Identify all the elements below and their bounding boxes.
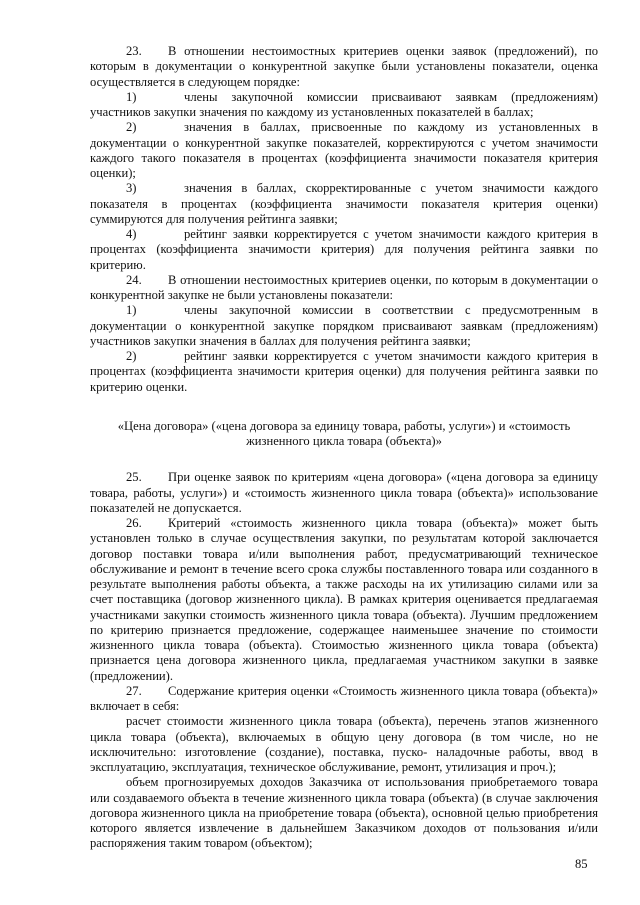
- bullet-item: объем прогнозируемых доходов Заказчика от использования приобретаемого товара или создаваемого объекта в течение жизненного цикла товара (объекта) (в случае заключения договора жизненного цикла на приобретение товара (объекта), основной целью приобретения которого является извлечение в дальнейшем Заказчиком доходов от пользования и/или распоряжения таким товаром (объектом);: [90, 775, 598, 851]
- list-item-text: члены закупочной комиссии в соответствии с предусмотренным в документации о конкурентной закупке порядком присваивают заявкам (предложениям) участников закупки значения в баллах для получения рейтинга заявки;: [90, 303, 598, 348]
- clause-number: 23.: [126, 44, 142, 58]
- paragraph-text: Содержание критерия оценки «Стоимость жизненного цикла товара (объекта)» включает в себя:: [90, 683, 598, 713]
- list-item-text: значения в баллах, скорректированные с учетом значимости каждого показателя в процентах (коэффициента значимости показателя критерия оценки) суммируются для получения рейтинга заявки;: [90, 181, 598, 226]
- paragraph-text: В отношении нестоимостных критериев оценки, по которым в документации о конкурентной закупке не были установлены показатели:: [90, 272, 598, 302]
- clause-number: 26.: [126, 516, 142, 530]
- list-number: 3): [126, 181, 137, 196]
- list-item-23-1: [90, 90, 598, 121]
- list-number: 2): [126, 120, 137, 135]
- page-number: 85: [575, 857, 588, 871]
- list-number: 2): [126, 349, 137, 363]
- clause-number: 25.: [126, 470, 142, 485]
- paragraph-text: В отношении нестоимостных критериев оценки заявок (предложений), по которым в документации о конкурентной закупке были установлены показатели, оценка осуществляется в следующем порядке:: [90, 44, 598, 89]
- paragraph-23: [90, 44, 598, 90]
- clause-number: 27.: [126, 683, 142, 698]
- document-page: [90, 44, 598, 852]
- list-item-text: рейтинг заявки корректируется с учетом значимости каждого критерия в процентах (коэффициента значимости критерия) для получения рейтинга заявки по критерию.: [90, 227, 598, 272]
- paragraph-text: При оценке заявок по критериям «цена договора» («цена договора за единицу товара, работы, услуги») и «стоимость жизненного цикла товара (объекта)» использование показателей не допускается.: [90, 470, 598, 515]
- list-item-text: значения в баллах, присвоенные по каждому из установленных в документации о конкурентной закупке показателей, корректируются с учетом значимости каждого такого показателя в процентах (коэффициента значимости показателя критерия оценки);: [90, 120, 598, 180]
- list-item-24-2: [90, 349, 598, 395]
- list-item-text: рейтинг заявки корректируется с учетом значимости каждого критерия в процентах (коэффициента значимости критерия оценки) для получения рейтинга заявки по критерию оценки.: [90, 349, 598, 394]
- paragraph-27: [90, 684, 598, 715]
- paragraph-text: Критерий «стоимость жизненного цикла товара (объекта)» может быть установлен только в случае осуществления закупки, по результатам которой заключается договор поставки товара и/или выполнения работ, предусматривающий техническое обслуживание и ремонт в течение всего срока службы поставленного товара или созданного в результате выполнения работы объекта, а также расходы на их утилизацию силами или за счет поставщика (договор жизненного цикла). В рамках критерия оценивается предлагаемая участниками закупки стоимость жизненного цикла товара (объекта). Лучшим предложением по критерию признается предложение, содержащее наименьшее значение по стоимости жизненного цикла товара (объекта). Стоимостью жизненного цикла товара (объекта) признается цена договора жизненного цикла, предлагаемая участником закупки в заявке (предложении).: [90, 516, 598, 683]
- list-item-23-4: [90, 227, 598, 273]
- section-heading: «Цена договора» («цена договора за единицу товара, работы, услуги») и «стоимость жизненного цикла товара (объекта)»: [117, 418, 571, 448]
- paragraph-24: [90, 273, 598, 304]
- list-number: 1): [126, 303, 137, 318]
- list-number: 4): [126, 227, 137, 241]
- paragraph-25: [90, 470, 598, 516]
- paragraph-26: [90, 516, 598, 684]
- bullet-item: расчет стоимости жизненного цикла товара (объекта), перечень этапов жизненного цикла товара (объекта), включаемых в общую цену договора (в том числе, но не исключительно: изготовление (создание), поставка, пуско- наладочные работы, ввод в эксплуатацию, эксплуатация, техническое обслуживание, ремонт, утилизация и проч.);: [90, 714, 598, 774]
- list-item-24-1: [90, 303, 598, 349]
- list-item-text: члены закупочной комиссии присваивают заявкам (предложениям) участников закупки значения по каждому из установленных показателей в баллах;: [90, 89, 598, 119]
- list-number: 1): [126, 89, 137, 104]
- list-item-23-2: [90, 120, 598, 181]
- list-item-23-3: [90, 181, 598, 227]
- clause-number: 24.: [126, 272, 142, 287]
